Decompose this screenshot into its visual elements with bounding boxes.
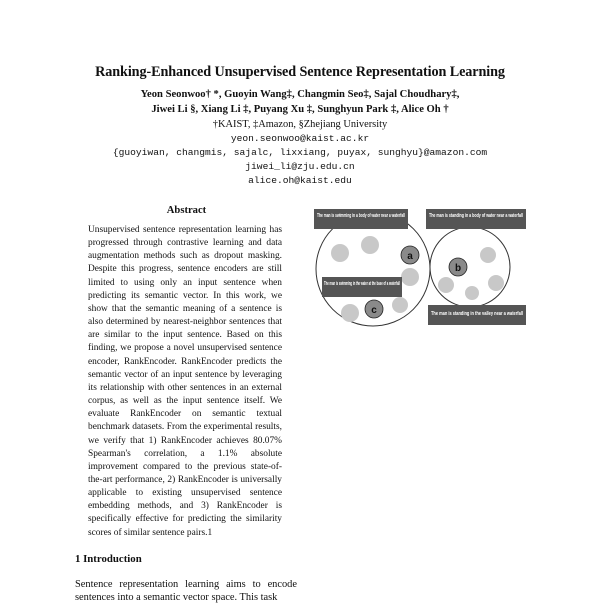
introduction-text: Sentence representation learning aims to encode sentences into a semantic vector space. This task — [75, 579, 297, 604]
email-1: yeon.seonwoo@kaist.ac.kr — [230, 133, 370, 144]
neighbor-dot — [465, 286, 479, 300]
neighbor-dot — [392, 297, 408, 313]
email-4: alice.oh@kaist.edu — [248, 175, 352, 186]
abstract-heading: Abstract — [166, 205, 207, 216]
label-c: The man is swimming in the water at the base of a waterfall — [324, 281, 401, 287]
neighbor-dot — [331, 244, 349, 262]
figure-1 — [310, 205, 530, 427]
node-a-label: a — [407, 251, 413, 262]
neighbor-dot — [401, 268, 419, 286]
email-3: jiwei_li@zju.edu.cn — [245, 161, 355, 172]
authors-line-1: Yeon Seonwoo† *, Guoyin Wang‡, Changmin Seo‡, Sajal Choudhary‡, — [140, 89, 460, 100]
label-a: The man is swimming in a body of water near a waterfall — [317, 213, 406, 219]
abstract-text: Unsupervised sentence representation learning has progressed through contrastive learning and data augmentation methods such as dropout masking. Despite this progress, sentence encoders are still limited to using only an input sentence when predicting its semantic vector. In this work, we show that the semantic meaning of a sentence is also determined by nearest-neighbor sentences that are similar to the input sentence. Based on this finding, we propose a novel unsupervised sentence encoder, RankEncoder. RankEncoder predicts the semantic vector of an input sentence by leveraging its relationship with other sentences in an external corpus, as well as the input sentence itself. We evaluate RankEncoder on semantic textual benchmark datasets. From the experimental results, we verify that 1) RankEncoder achieves 80.07% Spearman's correlation, a 1.1% absolute improvement compared to the previous state-of-the-art performance, 2) RankEncoder is universally applicable to existing unsupervised sentence embedding methods, and 3) RankEncoder is specifically effective for predicting the similarity scores of similar sentence pairs.1 — [88, 225, 282, 538]
section-heading-introduction: 1 Introduction — [75, 553, 142, 565]
neighbor-dot — [341, 304, 359, 322]
neighbor-dot — [480, 247, 496, 263]
affiliations: †KAIST, ‡Amazon, §Zhejiang University — [212, 119, 388, 130]
neighbor-dot — [361, 236, 379, 254]
neighbor-dot — [438, 277, 454, 293]
authors-line-2: Jiwei Li §, Xiang Li ‡, Puyang Xu ‡, Sunghyun Park ‡, Alice Oh † — [151, 104, 449, 115]
email-2: {guoyiwan, changmis, sajalc, lixxiang, puyax, sunghyu}@amazon.com — [112, 147, 488, 158]
node-c-label: c — [371, 305, 377, 316]
paper-title: Ranking-Enhanced Unsupervised Sentence Representation Learning — [95, 64, 505, 80]
neighbor-dot — [488, 275, 504, 291]
label-b-top: The man is standing in a body of water near a waterfall — [429, 213, 524, 219]
label-b-bottom: The man is standing in the valley near a waterfall — [431, 311, 524, 317]
node-b-label: b — [454, 263, 462, 274]
